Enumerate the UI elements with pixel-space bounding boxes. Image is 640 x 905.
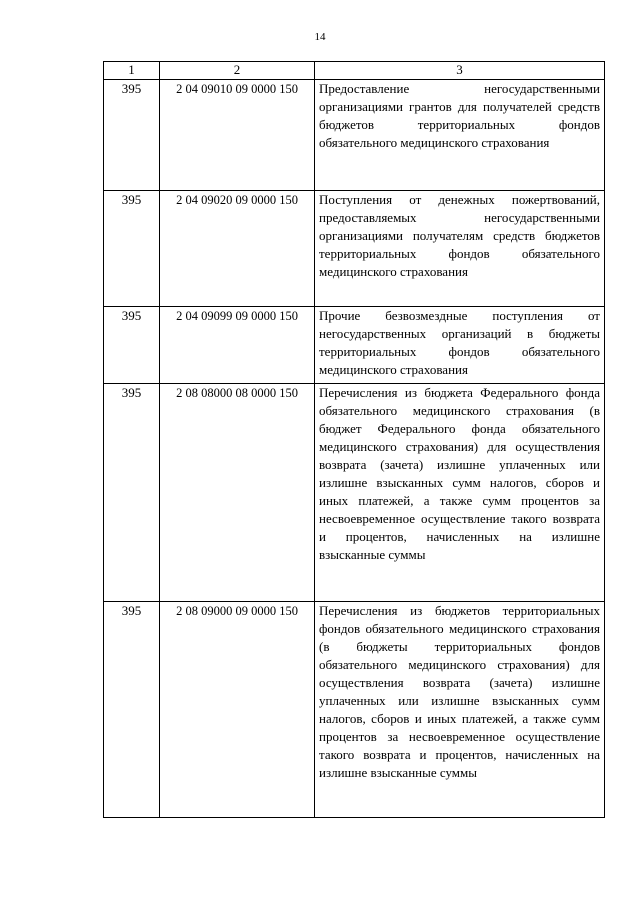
column-header-1: 1 — [104, 62, 160, 80]
description-cell: Перечисления из бюджетов территориальных фондов обязательного медицинского страхования (в бюджеты территориальных фондов обязательного медицинского страхования) для осуществления возврата (зачета) излишне уплаченных или излишне взысканных сумм налогов, сборов и иных платежей, а также сумм процентов за несвоевременное осуществление такого возврата и процентов, начисленных на излишне взысканные суммы — [315, 602, 605, 818]
budget-code-cell: 2 08 08000 08 0000 150 — [160, 384, 315, 602]
description-cell: Поступления от денежных пожертвований, предоставляемых негосударственными организациями получателям средств бюджетов территориальных фондов обязательного медицинского страхования — [315, 191, 605, 307]
table-row — [104, 602, 605, 818]
admin-code-cell: 395 — [104, 602, 160, 818]
budget-code-cell: 2 04 09099 09 0000 150 — [160, 307, 315, 384]
budget-code-cell: 2 04 09010 09 0000 150 — [160, 80, 315, 191]
description-cell: Прочие безвозмездные поступления от негосударственных организаций в бюджеты территориальных фондов обязательного медицинского страхования — [315, 307, 605, 384]
table-row — [104, 384, 605, 602]
budget-codes-table — [103, 61, 605, 818]
description-cell: Предоставление негосударственными организациями грантов для получателей средств бюджетов территориальных фондов обязательного медицинского страхования — [315, 80, 605, 191]
table-row — [104, 80, 605, 191]
admin-code-cell: 395 — [104, 191, 160, 307]
column-header-2: 2 — [160, 62, 315, 80]
admin-code-cell: 395 — [104, 384, 160, 602]
admin-code-cell: 395 — [104, 307, 160, 384]
admin-code-cell: 395 — [104, 80, 160, 191]
column-header-3: 3 — [315, 62, 605, 80]
table-header-row — [104, 62, 605, 80]
page-number: 14 — [314, 31, 326, 43]
description-cell: Перечисления из бюджета Федерального фонда обязательного медицинского страхования (в бюджет Федерального фонда обязательного медицинского страхования) для осуществления возврата (зачета) излишне уплаченных или излишне взысканных сумм налогов, сборов и иных платежей, а также сумм процентов за несвоевременное осуществление такого возврата и процентов, начисленных на излишне взысканные суммы — [315, 384, 605, 602]
table-row — [104, 307, 605, 384]
table-row — [104, 191, 605, 307]
budget-code-cell: 2 04 09020 09 0000 150 — [160, 191, 315, 307]
budget-code-cell: 2 08 09000 09 0000 150 — [160, 602, 315, 818]
